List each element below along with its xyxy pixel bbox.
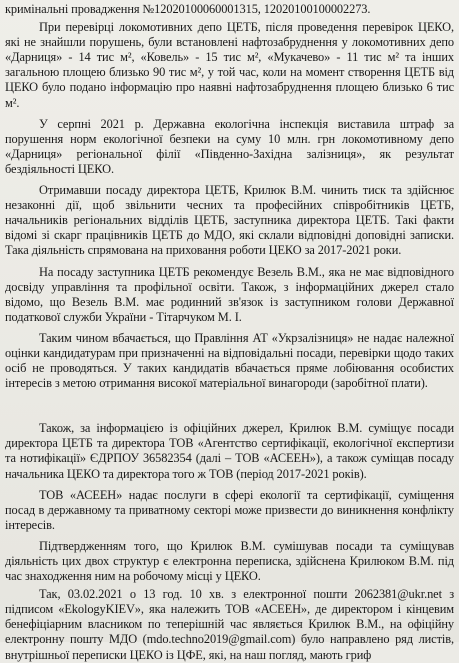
- paragraph-combined-positions: Також, за інформацією із офіційних джерел, Крилюк В.М. суміщує посади директора ЦЕТБ та директора ТОВ «Агентство сертифікації, екологічної експертизи та нотифікації» ЄДРПОУ 36582354 (далі – ТОВ «АСЕЕН»), а також суміщав посаду начальника ЦЕКО та директора того ж ТОВ (період 2017-2021 років).: [5, 421, 454, 481]
- paragraph-depot-inspection: При перевірці локомотивних депо ЦЕТБ, після проведення перевірок ЦЕКО, які не знайшли порушень, були встановлені нафтозабруднення у локомотивних депо «Дарниця» - 14 тис м², «Ковель» - 15 тис м², «Мукачево» - 11 тис м² та інших загальною площею близько 90 тис м², у той час, коли на момент створення ЦЕТБ від ЦЕКО було подано інформацію про наявні нафтозабруднення площею близько 6 тис м².: [5, 20, 454, 110]
- paragraph-board-assessment: Таким чином вбачається, що Правління АТ «Укрзалізниця» не надає належної оцінки кандидатурам при призначенні на відповідальні посади, перевірки щодо таких осіб не проводяться. У таких кандидатів вбачається пряме лобіювання особистих інтересів з метою отримання високої матеріальної винагороди (заробітної плати).: [5, 330, 454, 391]
- paragraph-conflict-of-interest: ТОВ «АСЕЕН» надає послуги в сфері екології та сертифікації, суміщення посад в державному та приватному секторі може призвести до виникнення конфлікту інтересів.: [5, 487, 454, 532]
- paragraph-fine-darnytsia: У серпні 2021 р. Державна екологічна інспекція виставила штраф за порушення норм екологічної безпеки на суму 10 млн. грн локомотивному депо «Дарниця» регіональної філії «Південно-Західна залізниця», як результат бездіяльності ЦЕКО.: [5, 116, 454, 176]
- paragraph-director-pressure: Отримавши посаду директора ЦЕТБ, Крилюк В.М. чинить тиск та здійснює незаконні дії, щоб звільнити чесних та професійних співробітників ЦЕТБ, начальників регіональних відділів ЦЕТБ, заступника директора ЦЕТБ. Такі факти відомі зі скарг працівників ЦЕТБ до МДО, які склали відповідні доповідні записки. Така діяльність спрямована на приховання роботи ЦЕКО за 2017-2021 роки.: [5, 183, 454, 258]
- paragraph-deputy-recommendation: На посаду заступника ЦЕТБ рекомендує Везель В.М., яка не має відповідного досвіду управління та профільної освіти. Також, з інформаційних джерел стало відомо, що Везель В.М. має родинний зв'язок із заступником голови Державної податкової служби України - Тітарчуком М. І.: [5, 264, 454, 324]
- paragraph-confirmation: Підтвердженням того, що Крилюк В.М. сумішував посади та суміщував діяльність цих двох структур є електронна переписка, здійснена Крилюком В.М. під час знаходження ним на робочому місці у ЦЕКО.: [5, 538, 454, 584]
- paragraph-criminal-cases: кримінальні провадження №12020100060001315, 12020100100002273.: [5, 2, 371, 16]
- paragraph-email-evidence: Так, 03.02.2021 о 13 год. 10 хв. з електронної пошти 2062381@ukr.net з підписом «EkologyKIEV», яка належить ТОВ «АСЕЕН», де директором і кінцевим бенефіціарним власником по теперішній час являється Крилюк В.М., на офіційну електронну пошту МДО (mdo.techno2019@gmail.com) було направлено ряд листів, внутрішньої переписки ЦЕКО із ЦФЕ, які, на наш погляд, мають гриф: [5, 587, 454, 662]
